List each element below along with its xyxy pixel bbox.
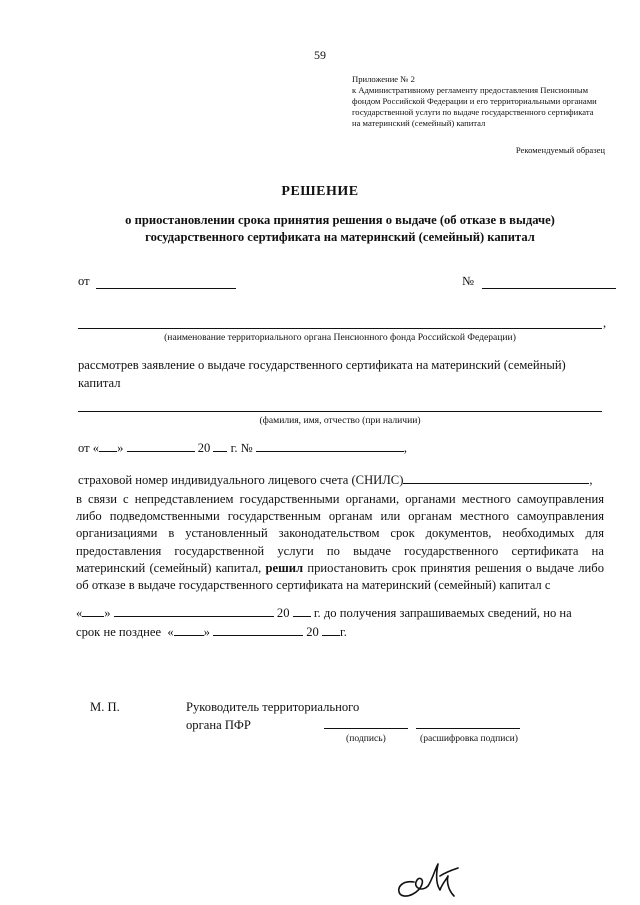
paragraph-body-continued: приостановить срок принятия решения о выдаче либо об отказе в выдаче государственного сертификата на материнский (семейный) капитал с bbox=[76, 560, 604, 593]
signature-caption: (подпись) bbox=[346, 733, 386, 744]
deadline-day-field[interactable] bbox=[174, 624, 204, 636]
deadline-year-field[interactable] bbox=[322, 624, 340, 636]
comma: , bbox=[603, 316, 607, 330]
number-label: № bbox=[462, 274, 475, 288]
application-date-row bbox=[78, 440, 407, 456]
subtitle-line: государственного сертификата на материнский (семейный) капитал bbox=[145, 230, 535, 244]
appendix-line: государственной услуги по выдаче государственного сертификата bbox=[352, 107, 594, 117]
year-prefix: 20 bbox=[276, 606, 290, 620]
application-day-field[interactable] bbox=[99, 440, 117, 452]
date-open: от « bbox=[78, 441, 100, 455]
date-open: « bbox=[76, 606, 83, 620]
from-label: от bbox=[78, 274, 90, 288]
year-prefix: 20 bbox=[306, 625, 319, 639]
year-suffix: г. до получения запрашиваемых сведений, но на bbox=[313, 606, 572, 620]
organization-field[interactable] bbox=[78, 328, 602, 329]
deadline-month-field[interactable] bbox=[213, 624, 303, 636]
organization-caption: (наименование территориального органа Пенсионного фонда Российской Федерации) bbox=[164, 332, 516, 343]
appendix-line: на материнский (семейный) капитал bbox=[352, 118, 486, 128]
suspension-start-row bbox=[76, 605, 572, 621]
start-year-field[interactable] bbox=[293, 605, 311, 617]
snils-field[interactable] bbox=[403, 472, 589, 484]
start-day-field[interactable] bbox=[82, 605, 104, 617]
document-subtitle bbox=[60, 212, 620, 246]
subtitle-line: о приостановлении срока принятия решения о выдаче (об отказе в выдаче) bbox=[125, 213, 555, 227]
snils-label: страховой номер индивидуального лицевого счета (СНИЛС) bbox=[78, 473, 404, 487]
decision-date-field[interactable] bbox=[96, 288, 236, 289]
year-suffix: г. bbox=[340, 625, 347, 639]
start-month-field[interactable] bbox=[114, 605, 274, 617]
document-title: РЕШЕНИЕ bbox=[281, 184, 359, 199]
paragraph-body: в связи с непредставлением государственными органами, органами местного самоуправления либо подведомственными государственным органам или органам местного самоуправления организациями в установленный законодательством срок документов, необходимых для предоставления государственной услуги по выдаче государственного сертификата на материнский (семейный) капитал, bbox=[76, 492, 604, 575]
application-number-field[interactable] bbox=[256, 440, 404, 452]
head-title-line-1: Руководитель территориального bbox=[186, 700, 360, 714]
appendix-line: к Административному регламенту предоставления Пенсионным bbox=[352, 85, 589, 95]
deadline-prefix: срок не позднее bbox=[76, 625, 162, 639]
considered-line-2: капитал bbox=[78, 376, 121, 390]
recommended-sample-label: Рекомендуемый образец bbox=[515, 145, 605, 155]
application-year-field[interactable] bbox=[213, 440, 227, 452]
stamp-label: М. П. bbox=[90, 700, 120, 714]
year-prefix: 20 bbox=[197, 441, 211, 455]
date-close: » bbox=[117, 441, 124, 455]
appendix-line: Приложение № 2 bbox=[352, 74, 415, 84]
comma: , bbox=[403, 441, 407, 455]
applicant-name-field[interactable] bbox=[78, 411, 602, 412]
comma: , bbox=[589, 473, 593, 487]
appendix-note bbox=[352, 74, 632, 129]
applicant-name-caption: (фамилия, имя, отчество (при наличии) bbox=[259, 415, 421, 426]
date-open: « bbox=[167, 625, 174, 639]
application-month-field[interactable] bbox=[127, 440, 195, 452]
handwritten-signature-icon bbox=[392, 852, 462, 900]
considered-line-1: рассмотрев заявление о выдаче государственного сертификата на материнский (семейный) bbox=[78, 358, 566, 372]
signature-decoding-caption: (расшифровка подписи) bbox=[420, 733, 518, 744]
head-title-line-2: органа ПФР bbox=[186, 718, 251, 732]
decision-paragraph bbox=[76, 491, 604, 594]
appendix-line: фондом Российской Федерации и его территориальными органами bbox=[352, 96, 597, 106]
date-close: » bbox=[203, 625, 210, 639]
decision-number-field[interactable] bbox=[482, 288, 616, 289]
page-number: 59 bbox=[314, 48, 326, 62]
snils-row bbox=[78, 472, 593, 488]
year-suffix: г. № bbox=[230, 441, 253, 455]
signature-decoding-field[interactable] bbox=[416, 728, 520, 729]
date-close: » bbox=[104, 606, 111, 620]
decided-word: решил bbox=[265, 560, 304, 575]
signature-field[interactable] bbox=[324, 728, 408, 729]
deadline-row bbox=[76, 624, 347, 640]
